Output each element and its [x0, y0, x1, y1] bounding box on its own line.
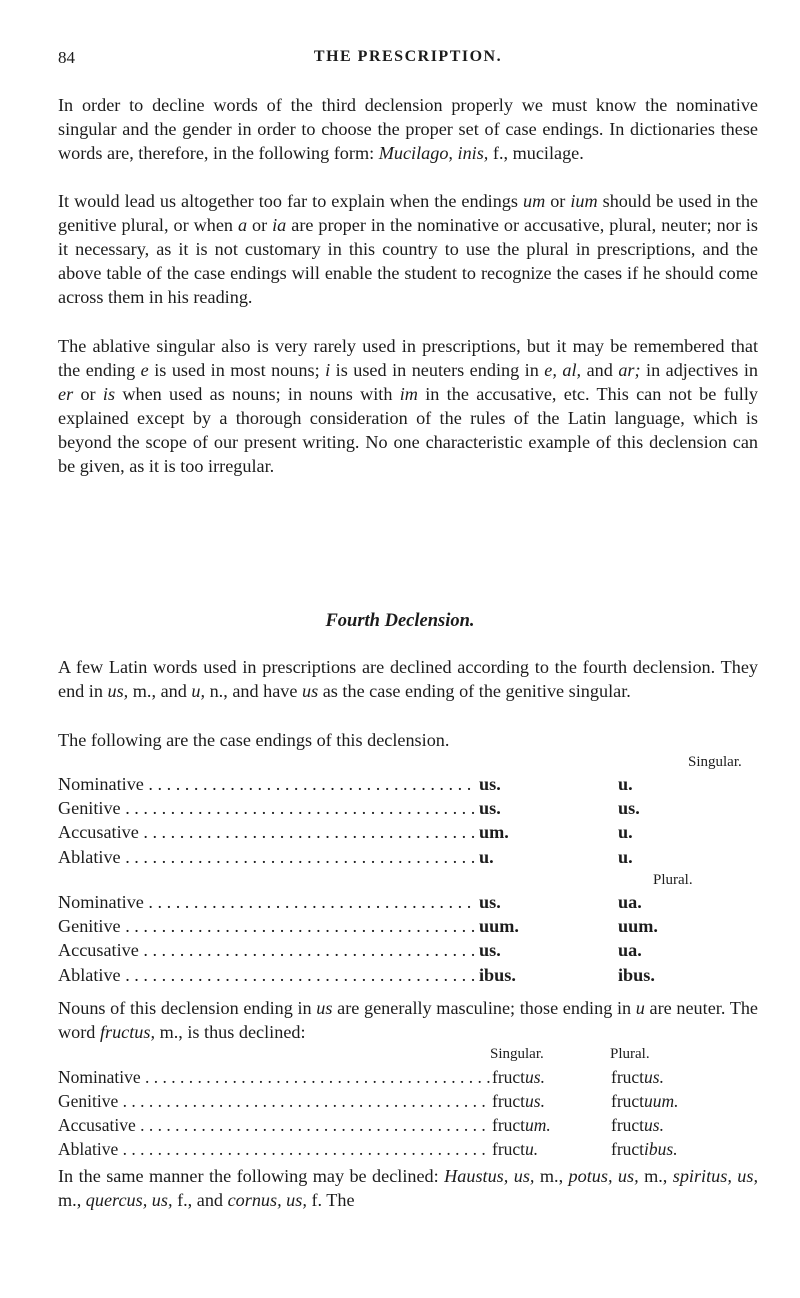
singular-form: fructus. — [492, 1091, 545, 1111]
neuter-ending: ua. — [618, 940, 642, 961]
case-name: Genitive . . . — [58, 796, 476, 820]
section-heading-fourth-declension: Fourth Declension. — [325, 611, 475, 631]
running-head: THE PRESCRIPTION. — [313, 48, 503, 65]
paragraph-third-declension-intro: In order to decline words of the third declension properly we must know the nominative singular and the gender in order to choose the proper set of case endings. In dictionaries these words are, therefore, in the following form: Mucilago, inis, f., mucilage. — [58, 95, 758, 164]
masculine-ending: uum. — [476, 914, 519, 938]
singular-form: fructu. — [492, 1139, 539, 1159]
case-name: Accusative . . . — [58, 820, 476, 844]
case-name: Accusative . . . — [58, 938, 476, 962]
table-row — [58, 890, 768, 914]
case-name: Nominative . . . — [58, 890, 476, 914]
singular-form: fructum. — [492, 1115, 551, 1135]
neuter-ending: us. — [618, 798, 640, 819]
masculine-ending: us. — [476, 938, 501, 962]
fructus-singular-label: Singular. — [490, 1046, 544, 1062]
neuter-ending: u. — [618, 822, 633, 843]
case-name: Nominative . . . — [58, 772, 476, 796]
neuter-ending: ibus. — [618, 964, 655, 985]
neuter-ending: uum. — [618, 916, 658, 937]
table-row — [58, 963, 768, 987]
table-row — [58, 845, 768, 869]
masculine-ending: us. — [476, 796, 501, 820]
table-row — [58, 1137, 768, 1161]
fructus-plural-label: Plural. — [610, 1046, 650, 1062]
page-number: 84 — [58, 48, 75, 67]
case-name: Ablative . . . — [58, 845, 476, 869]
singular-label: Singular. — [688, 754, 742, 770]
paragraph-case-endings-intro: The following are the case endings of this declension. — [58, 730, 450, 750]
neuter-ending: u. — [618, 846, 633, 867]
paragraph-fructus-intro: Nouns of this declension ending in us are generally masculine; those ending in u are neuter. The word fructus, m., is thus declined: — [58, 998, 758, 1043]
neuter-ending: u. — [618, 774, 633, 794]
table-row — [58, 1089, 768, 1113]
case-name: Genitive . . . — [58, 914, 476, 938]
paragraph-genitive-plural-note: It would lead us altogether too far to explain when the endings um or ium should be used in the genitive plural, or when a or ia are proper in the nominative or accusative, plural, neuter; nor is it necessary, as it is not customary in this country to use the plural in prescriptions, and the above table of the case endings will enable the student to recognize the cases if he should come across them in his reading. — [58, 191, 758, 308]
singular-endings-table — [58, 772, 768, 869]
plural-form: fructus. — [611, 1115, 664, 1135]
masculine-ending: us. — [476, 890, 501, 914]
masculine-ending: um. — [476, 820, 509, 844]
page-header — [58, 48, 758, 76]
masculine-ending: u. — [476, 845, 494, 869]
plural-endings-table — [58, 890, 768, 987]
plural-form: fructibus. — [611, 1139, 678, 1159]
case-name: Genitive . . . — [58, 1089, 490, 1113]
case-name: Ablative . . . — [58, 963, 476, 987]
fructus-declension-table — [58, 1065, 768, 1161]
case-name: Ablative . . . — [58, 1137, 490, 1161]
table-row — [58, 914, 768, 938]
table-row — [58, 772, 768, 796]
paragraph-ablative-singular-note: The ablative singular also is very rarely used in prescriptions, but it may be remembered that the ending e is used in most nouns; i is used in neuters ending in e, al, and ar; in adjectives in er or is when used as nouns; in nouns with im in the accusative, etc. This can not be fully explained except by a thorough consideration of the rules of the Latin language, which is beyond the scope of our present writing. No one characteristic example of this declension can be given, as it is too irregular. — [58, 336, 758, 477]
case-name: Nominative . . . — [58, 1065, 490, 1089]
plural-label: Plural. — [653, 872, 693, 888]
neuter-ending: ua. — [618, 892, 642, 912]
singular-form: fructus. — [492, 1067, 545, 1087]
table-row — [58, 938, 768, 962]
table-row — [58, 1065, 768, 1089]
case-name: Accusative . . . — [58, 1113, 490, 1137]
paragraph-similar-nouns: In the same manner the following may be declined: Haustus, us, m., potus, us, m., spiritus, us, m., quercus, us, f., and cornus, us, f. The — [58, 1166, 759, 1211]
masculine-ending: ibus. — [476, 963, 516, 987]
table-row — [58, 820, 768, 844]
plural-form: fructus. — [611, 1067, 664, 1087]
paragraph-fourth-declension-intro: A few Latin words used in prescriptions are declined according to the fourth declension. They end in us, m., and u, n., and have us as the case ending of the genitive singular. — [58, 657, 758, 702]
table-row — [58, 1113, 768, 1137]
plural-form: fructuum. — [611, 1091, 679, 1111]
masculine-ending: us. — [476, 772, 501, 796]
table-row — [58, 796, 768, 820]
